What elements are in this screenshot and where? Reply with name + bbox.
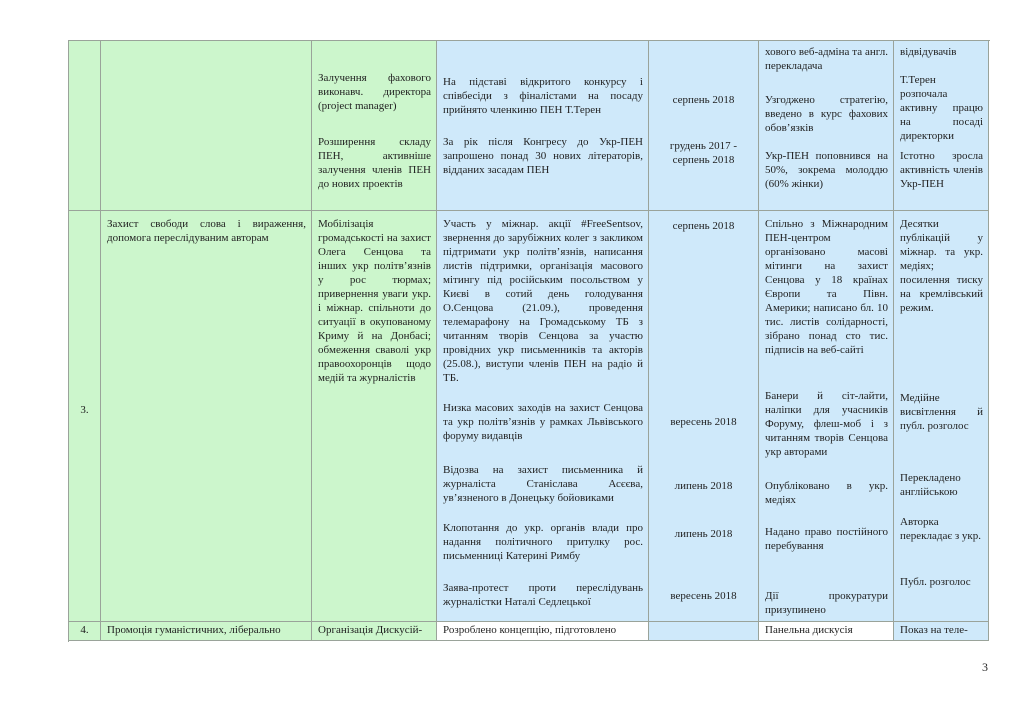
cell-paragraph: Надано право постійного перебування (765, 526, 888, 552)
cell-paragraph: Укр-ПЕН поповнився на 50%, зокрема молоддю (60% жінки) (765, 150, 888, 190)
cell-paragraph: Публ. розголос (900, 576, 971, 588)
cell-task (101, 41, 312, 211)
cell-paragraph: Медійне висвітлення й публ. розголос (900, 392, 983, 432)
date-label: вересень 2018 (670, 590, 737, 602)
cell-paragraph: Розширення складу ПЕН, активніше залучення членів ПЕН до нових проектів (318, 136, 431, 190)
cell-paragraph: Участь у міжнар. акції #FreeSentsov, звернення до зарубіжних колег з закликом підтримати укр політв’язнів, написання листів підтримки, організація масового мітингу під російським посольством у Києві в сотий день голодування О.Сенцова (21.09.), проведення телемарафону на Громадському ТБ з читанням творів Сенцова за участю провідних укр письменників та акторів (25.08.), виступи членів ПЕН на радіо й ТБ. (443, 218, 643, 384)
cell-paragraph: Відозва на захист письменника й журналіста Станіслава Асєєва, ув’язненого в Донецьку бойовиками (443, 464, 643, 504)
cell-paragraph: За рік після Конгресу до Укр-ПЕН запрошено понад 30 нових літераторів, відданих засадам ПЕН (443, 136, 643, 176)
table-row (69, 622, 989, 641)
cell-paragraph: Низка масових заходів на захист Сенцова та укр політв’язнів у рамках Львівського форуму видавців (443, 402, 643, 442)
date-label: липень 2018 (674, 480, 733, 492)
cell-paragraph: Промоція гуманістичних, ліберально (107, 624, 281, 636)
cell-results (759, 622, 894, 641)
cell-paragraph: Організація Дискусій- (318, 624, 423, 636)
cell-paragraph: Перекладено англійською (900, 472, 961, 498)
cell-paragraph: Десятки публікацій у міжнар. та укр. медіях; посилення тиску на кремлівський режим. (900, 218, 983, 314)
row-number: 4. (80, 624, 89, 636)
page-number: 3 (982, 660, 988, 674)
cell-subtask (312, 41, 437, 211)
row-number: 3. (80, 404, 89, 416)
cell-outcome (894, 622, 989, 641)
cell-paragraph: Т.Терен розпочала активну працю на посаді директорки (900, 74, 983, 142)
cell-paragraph: Авторка перекладає з укр. (900, 516, 982, 542)
cell-paragraph: Істотно зросла активність членів Укр-ПЕН (900, 150, 983, 190)
cell-row-number (69, 211, 101, 622)
cell-dates (649, 41, 759, 211)
date-label: серпень 2018 (672, 220, 735, 232)
cell-paragraph: Захист свободи слова і вираження, допомога переслідуваним авторам (107, 218, 306, 244)
cell-paragraph: Мобілізація громадськості на захист Олега Сенцова та інших укр політв’язнів у рос тюрмах; привернення уваги укр. і міжнар. спільноти до ситуації в окупованому Криму й на Донбасі; обмеження сваволі укр правоохоронців щодо медій та журналістів (318, 218, 431, 384)
report-table (68, 40, 990, 642)
cell-paragraph: хового веб-адміна та англ. перекладача (765, 46, 888, 72)
cell-paragraph: Панельна дискусія (765, 624, 853, 636)
cell-dates (649, 622, 759, 641)
cell-task (101, 622, 312, 641)
cell-paragraph: Залучення фахового виконавч. директора (project manager) (318, 72, 431, 112)
cell-paragraph: Опубліковано в укр. медіях (765, 480, 888, 506)
cell-paragraph: Клопотання до укр. органів влади про надання політичного притулку рос. письменниці Катерині Римбу (443, 522, 643, 562)
cell-paragraph: Показ на теле- (900, 624, 968, 636)
cell-paragraph: Спільно з Міжнародним ПЕН-центром організовано масові мітинги на захист Сенцова у 18 країнах Європи та Півн. Америки; написано бл. 10 тис. листів солідарності, зібрано понад сто тис. підписів на веб-сайті (765, 218, 888, 356)
cell-results (759, 41, 894, 211)
cell-outcome (894, 41, 989, 211)
cell-paragraph: Розроблено концепцію, підготовлено (443, 624, 617, 636)
table-row (69, 211, 989, 622)
cell-subtask (312, 211, 437, 622)
cell-paragraph: відвідувачів (900, 46, 957, 58)
cell-task (101, 211, 312, 622)
cell-activities (437, 211, 649, 622)
cell-paragraph: На підставі відкритого конкурсу і співбесіди з фіналістами на посаду прийнято членкиню ПЕН Т.Терен (443, 76, 643, 116)
table-row (69, 41, 989, 211)
date-label: вересень 2018 (670, 416, 737, 428)
cell-paragraph: Дії прокуратури призупинено (765, 590, 888, 616)
date-label: липень 2018 (674, 528, 733, 540)
cell-paragraph: Заява-протест проти переслідувань журналістки Наталі Седлецької (443, 582, 643, 608)
cell-row-number (69, 622, 101, 641)
cell-outcome (894, 211, 989, 622)
cell-dates (649, 211, 759, 622)
cell-paragraph: Банери й сіт-лайти, наліпки для учасників Форуму, флеш-моб і з читанням творів Сенцова укр авторами (765, 390, 888, 458)
date-label: серпень 2018 (672, 94, 735, 106)
cell-activities (437, 41, 649, 211)
cell-paragraph: Узгоджено стратегію, введено в курс фахових обов’язків (765, 94, 888, 134)
cell-activities (437, 622, 649, 641)
cell-row-number (69, 41, 101, 211)
cell-results (759, 211, 894, 622)
cell-subtask (312, 622, 437, 641)
date-label: грудень 2017 - серпень 2018 (669, 140, 738, 166)
